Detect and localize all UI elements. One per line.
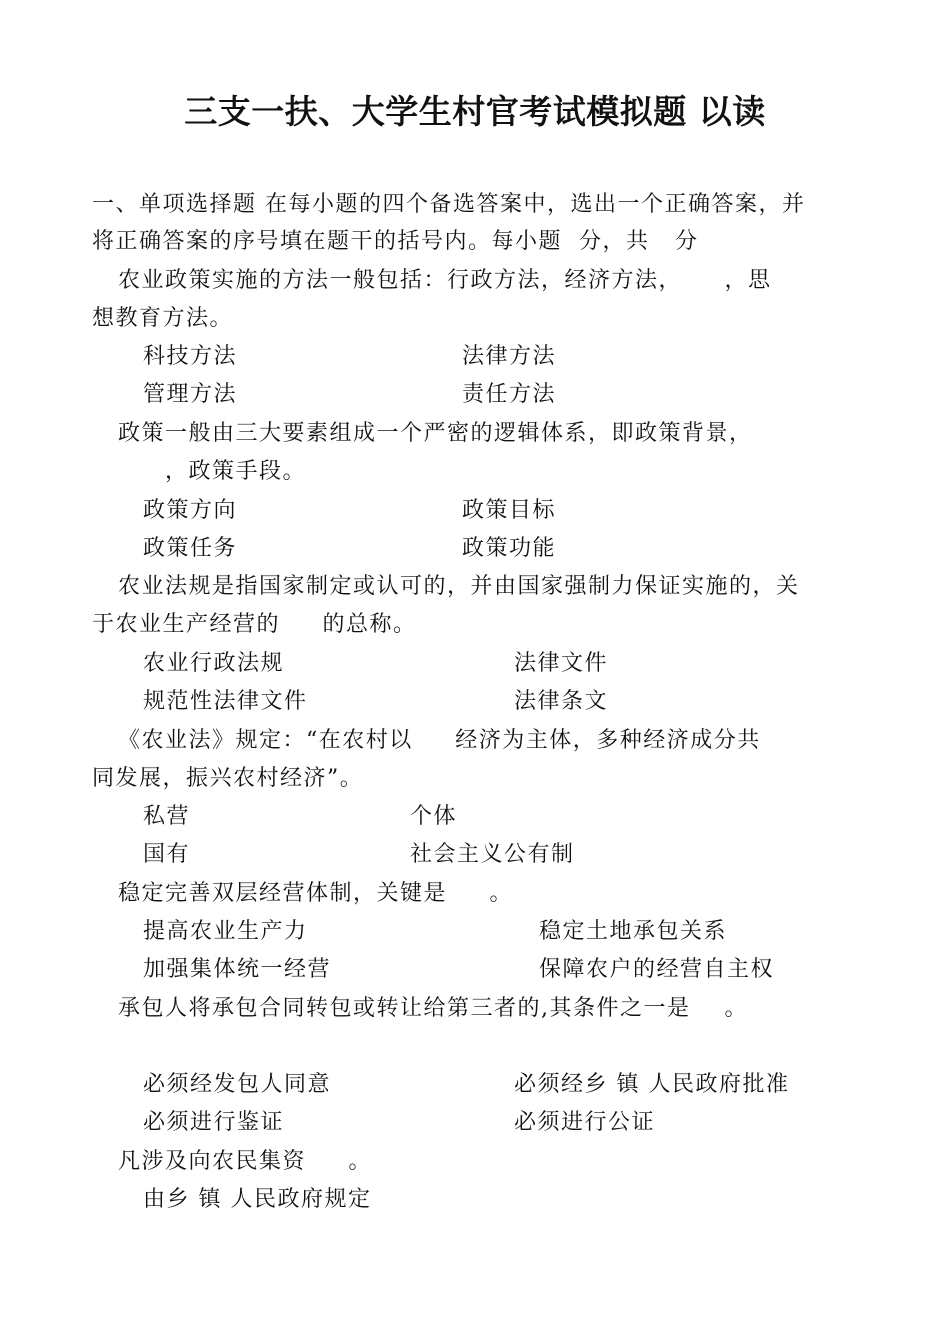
question-4-stem-line-2: 同发展，振兴农村经济”。	[92, 766, 364, 791]
question-3-stem-line-2: 于农业生产经营的 的总称。	[92, 612, 417, 637]
section-intro-line-2: 将正确答案的序号填在题干的括号内。每小题 分，共 分	[92, 229, 699, 254]
question-4-option-b: 个体	[410, 804, 458, 829]
question-4-option-c: 国有	[143, 842, 191, 867]
question-4-option-d: 社会主义公有制	[410, 842, 575, 867]
question-2-stem-line-2: ，政策手段。	[148, 459, 306, 484]
question-2-option-c: 政策任务	[143, 536, 238, 561]
question-4-stem-line-1: 《农业法》规定：“在农村以 经济为主体，多种经济成分共	[118, 728, 761, 753]
question-3-option-b: 法律文件	[514, 651, 609, 676]
question-6-option-d: 必须进行公证	[514, 1110, 656, 1135]
question-6-option-b: 必须经乡 镇 人民政府批准	[514, 1072, 790, 1097]
question-5-option-c: 加强集体统一经营	[143, 957, 332, 982]
question-5-option-b: 稳定土地承包关系	[539, 919, 728, 944]
question-7-stem-line-1: 凡涉及向农民集资 。	[118, 1149, 372, 1174]
question-2-option-a: 政策方向	[143, 498, 238, 523]
question-3-option-d: 法律条文	[514, 689, 609, 714]
question-1-stem-line-1: 农业政策实施的方法一般包括：行政方法，经济方法， ，思	[118, 268, 772, 293]
question-6-option-a: 必须经发包人同意	[143, 1072, 332, 1097]
question-7-option-a: 由乡 镇 人民政府规定	[143, 1187, 372, 1212]
question-2-option-b: 政策目标	[462, 498, 557, 523]
question-1-option-a: 科技方法	[143, 344, 238, 369]
question-1-option-b: 法律方法	[462, 344, 557, 369]
question-5-option-a: 提高农业生产力	[143, 919, 308, 944]
question-2-option-d: 政策功能	[462, 536, 557, 561]
question-5-option-d: 保障农户的经营自主权	[539, 957, 775, 982]
page-title: 三支一扶、大学生村官考试模拟题 以读	[184, 92, 766, 131]
question-2-stem-line-1: 政策一般由三大要素组成一个严密的逻辑体系，即政策背景，	[118, 421, 753, 446]
question-5-stem-line-1: 稳定完善双层经营体制，关键是 。	[118, 881, 513, 906]
question-3-option-c: 规范性法律文件	[143, 689, 308, 714]
question-4-option-a: 私营	[143, 804, 191, 829]
question-1-option-d: 责任方法	[462, 382, 557, 407]
question-3-stem-line-1: 农业法规是指国家制定或认可的，并由国家强制力保证实施的，关	[118, 574, 800, 599]
question-3-option-a: 农业行政法规	[143, 651, 285, 676]
question-1-option-c: 管理方法	[143, 382, 238, 407]
question-6-option-c: 必须进行鉴证	[143, 1110, 285, 1135]
question-1-stem-line-2: 想教育方法。	[92, 306, 234, 331]
section-intro-line-1: 一、单项选择题 在每小题的四个备选答案中，选出一个正确答案，并	[92, 192, 806, 217]
question-6-stem-line-1: 承包人将承包合同转包或转让给第三者的,其条件之一是 。	[118, 996, 748, 1021]
